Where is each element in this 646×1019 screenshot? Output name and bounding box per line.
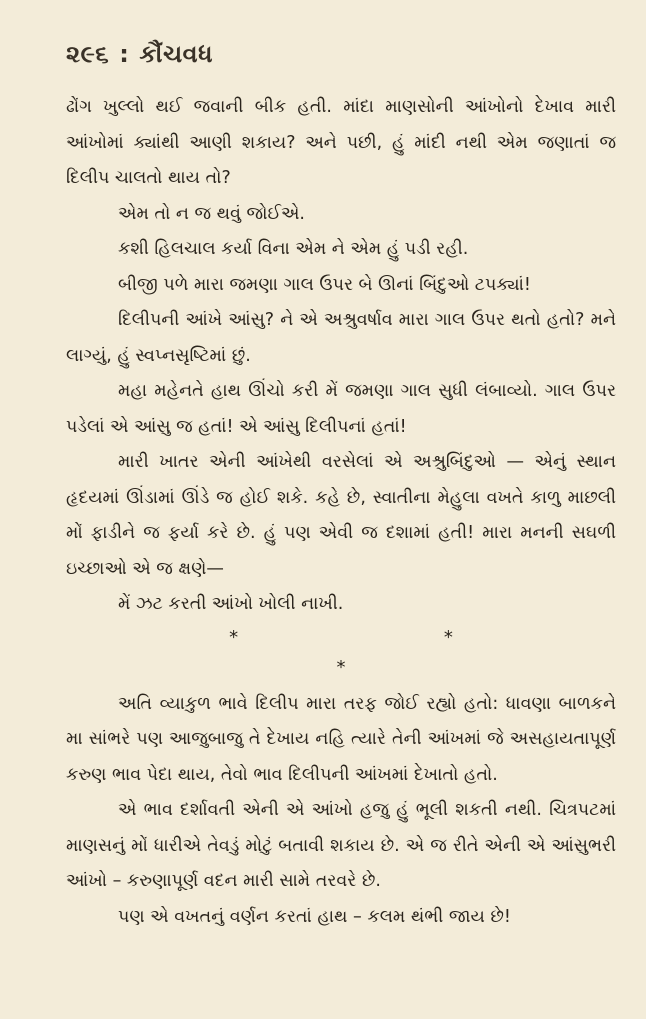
paragraph: બીજી પળે મારા જમણા ગાલ ઉપર બે ઊનાં બિંદુઓ ટપક્યાં! — [118, 274, 531, 295]
paragraph: ઢોંગ ખુલ્લો થઈ જવાની બીક હતી. માંદા માણસોની આંખોનો દેખાવ મારી આંખોમાં ક્યાંથી આણી શકાય? અને પછી, હું માંદી નથી એમ જણાતાં જ દિલીપ ચાલતો થાય તો? — [66, 97, 616, 188]
paragraph: દિલીપની આંખે આંસુ? ને એ અશ્રુવર્ષાવ મારા ગાલ ઉપર થતો હતો? મને લાગ્યું, હું સ્વપ્નસૃષ્ટિમાં છું. — [66, 310, 616, 366]
page-number: ૨૯૬ — [66, 40, 110, 68]
header-separator: : — [119, 40, 130, 68]
paragraph: મારી ખાતર એની આંખેથી વરસેલાં એ અશ્રુબિંદુઓ — એનું સ્થાન હૃદયમાં ઊંડામાં ઊંડે જ હોઈ શકે. કહે છે, સ્વાતીના મેહુલા વખતે કાળુ માછલી મોં ફાડીને જ ફર્યા કરે છે. હું પણ એવી જ દશામાં હતી! મારા મનની સઘળી ઇચ્છાઓ એ જ ક્ષણે— — [66, 452, 616, 579]
paragraph: મહા મહેનતે હાથ ઊંચો કરી મેં જમણા ગાલ સુધી લંબાવ્યો. ગાલ ઉપર પડેલાં એ આંસુ જ હતાં! એ આંસુ દિલીપનાં હતાં! — [66, 381, 616, 437]
paragraph: મેં ઝટ કરતી આંખો ખોલી નાખી. — [118, 594, 344, 614]
paragraph: એ ભાવ દર્શાવતી એની એ આંખો હજુ હું ભૂલી શકતી નથી. ચિત્રપટમાં માણસનું મોં ધારીએ તેવડું મોટું બતાવી શકાય છે. એ જ રીતે એની એ આંસુભરી આંખો – કરુણાપૂર્ણ વદન મારી સામે તરવરે છે. — [66, 800, 616, 891]
paragraph: એમ તો ન જ થવું જોઈએ. — [118, 203, 305, 224]
paragraph: અતિ વ્યાકુળ ભાવે દિલીપ મારા તરફ જોઈ રહ્યો હતો: ધાવણા બાળકને મા સાંભરે પણ આજુબાજુ તે દેખાય નહિ ત્યારે તેની આંખમાં જે અસહાયતાપૂર્ણ કરુણ ભાવ પેદા થાય, તેવો ભાવ દિલીપની આંખમાં દેખાતો હતો. — [66, 693, 616, 785]
chapter-title: કૌંચવધ — [139, 40, 214, 68]
paragraph: કશી હિલચાલ કર્યા વિના એમ ને એમ હું પડી રહી. — [118, 239, 469, 259]
page-header — [66, 40, 616, 68]
paragraph: પણ એ વખતનું વર્ણન કરતાં હાથ – કલમ થંભી જાય છે! — [118, 906, 511, 927]
section-break: * * * — [229, 626, 553, 678]
